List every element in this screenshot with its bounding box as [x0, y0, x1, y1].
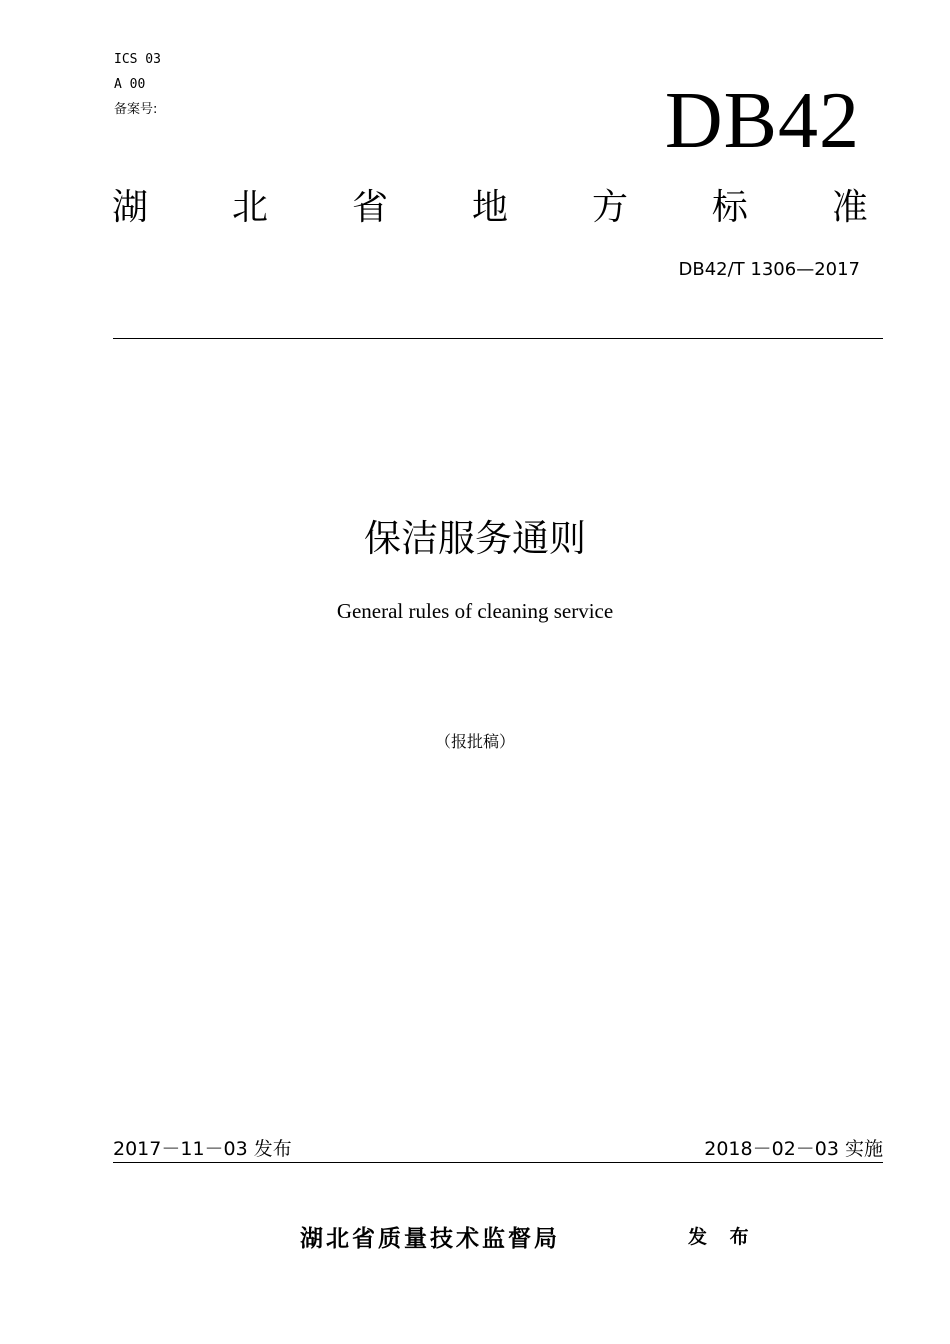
- standard-type-char: 湖: [112, 187, 149, 228]
- document-title-en: General rules of cleaning service: [336, 599, 614, 623]
- implementation-date: 2018－02－03 实施: [704, 1138, 883, 1160]
- standard-number: DB42/T 1306—2017: [678, 259, 860, 280]
- standard-type-char: 地: [471, 187, 508, 228]
- publish-label: 发 布: [688, 1226, 757, 1248]
- standard-type-char: 方: [591, 187, 628, 228]
- ics-code: ICS 03: [114, 52, 161, 67]
- standard-type-char: 北: [231, 187, 268, 228]
- draft-status: （报批稿）: [434, 732, 515, 751]
- standard-logo: DB42: [664, 77, 860, 165]
- standard-type-char: 标: [711, 187, 748, 228]
- issue-date: 2017－11－03 发布: [113, 1138, 292, 1160]
- standard-type-heading: [112, 183, 868, 233]
- issuing-authority: 湖北省质量技术监督局: [300, 1226, 560, 1252]
- document-title-cn: 保洁服务通则: [364, 517, 586, 560]
- footer-divider: [113, 1162, 883, 1163]
- header-divider: [113, 338, 883, 339]
- standard-type-char: 准: [831, 187, 868, 228]
- standard-type-char: 省: [351, 187, 388, 228]
- date-row: [113, 1136, 883, 1162]
- classification-code: A 00: [114, 77, 146, 92]
- registration-label: 备案号:: [114, 102, 158, 117]
